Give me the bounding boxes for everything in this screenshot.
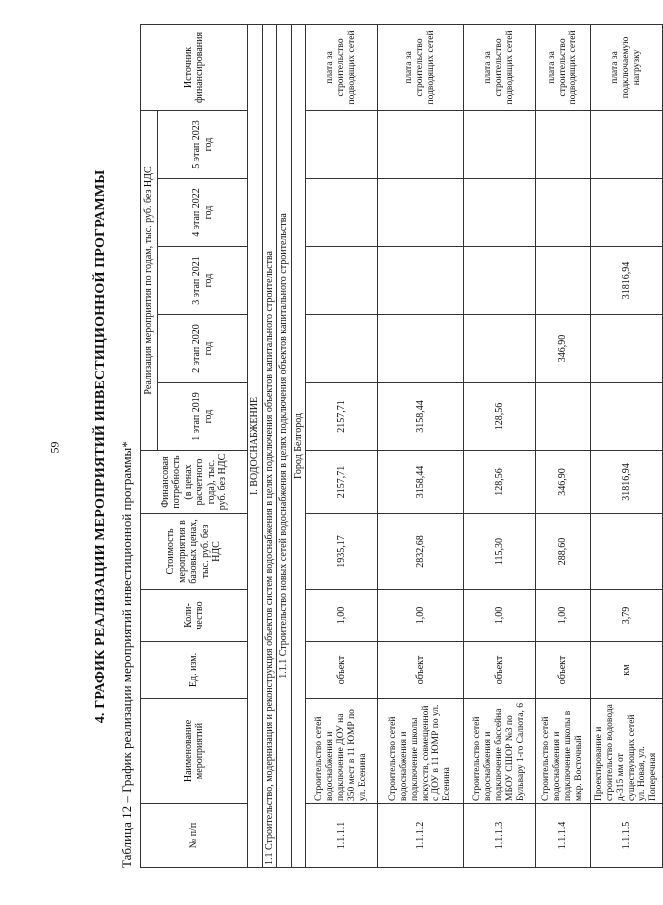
table-row bbox=[306, 24, 378, 867]
row-qty: 1,00 bbox=[536, 590, 591, 642]
investment-schedule-table bbox=[140, 24, 663, 868]
row-source: плата за строительство подводящих сетей bbox=[464, 24, 536, 110]
row-source: плата за строительство подводящих сетей bbox=[536, 24, 591, 110]
header-stage-2: 2 этап 2020 год bbox=[158, 315, 248, 383]
row-name: Строительство сетей водоснабжения и подключение школы искусств, совмещенной с ДОУ в 11 ЮМР по ул. Есенина bbox=[378, 699, 464, 804]
row-num: 1.1.1.2 bbox=[378, 804, 464, 868]
header-stage-3: 3 этап 2021 год bbox=[158, 247, 248, 315]
row-2020 bbox=[378, 315, 464, 383]
row-num: 1.1.1.3 bbox=[464, 804, 536, 868]
table-row bbox=[591, 24, 663, 867]
row-qty: 1,00 bbox=[464, 590, 536, 642]
section-label: I. ВОДОСНАБЖЕНИЕ bbox=[248, 24, 263, 867]
header-stage-1: 1 этап 2019 год bbox=[158, 383, 248, 451]
row-qty: 1,00 bbox=[378, 590, 464, 642]
page-heading: 4. ГРАФИК РЕАЛИЗАЦИИ МЕРОПРИЯТИЙ ИНВЕСТИЦИОННОЙ ПРОГРАММЫ bbox=[93, 169, 108, 724]
row-cost: 288,60 bbox=[536, 514, 591, 590]
row-2019 bbox=[591, 383, 663, 451]
row-2021 bbox=[306, 247, 378, 315]
header-row-1 bbox=[141, 24, 158, 867]
row-2020: 346,90 bbox=[536, 315, 591, 383]
row-2019 bbox=[536, 383, 591, 451]
header-realization: Реализация мероприятия по годам, тыс. руб. без НДС bbox=[141, 110, 158, 450]
row-name: Строительство сетей водоснабжения и подключение ДОУ на 350 мест в 11 ЮМР по ул. Есенина bbox=[306, 699, 378, 804]
row-cost bbox=[591, 514, 663, 590]
row-qty: 3,79 bbox=[591, 590, 663, 642]
row-unit: объект bbox=[378, 642, 464, 699]
table-row bbox=[464, 24, 536, 867]
row-unit: объект bbox=[536, 642, 591, 699]
row-num: 1.1.1.5 bbox=[591, 804, 663, 868]
row-2022 bbox=[536, 179, 591, 247]
table-caption: Таблица 12 – График реализации мероприятий инвестиционной программы* bbox=[119, 441, 134, 868]
row-name: Проектирование и строительство водовода д-315 мм от существующих сетей ул. Новая, ул. Поперечная bbox=[591, 699, 663, 804]
row-2022 bbox=[378, 179, 464, 247]
row-2020 bbox=[306, 315, 378, 383]
subsubsection-row bbox=[277, 24, 292, 867]
header-name: Наименование мероприятий bbox=[141, 699, 248, 804]
row-cost: 2832,68 bbox=[378, 514, 464, 590]
section-row bbox=[248, 24, 263, 867]
city-row bbox=[291, 24, 306, 867]
row-2023 bbox=[591, 110, 663, 178]
row-2023 bbox=[378, 110, 464, 178]
row-2022 bbox=[306, 179, 378, 247]
row-2021 bbox=[464, 247, 536, 315]
row-need: 2157,71 bbox=[306, 451, 378, 514]
subsection-row bbox=[262, 24, 277, 867]
row-2022 bbox=[464, 179, 536, 247]
row-need: 31816,94 bbox=[591, 451, 663, 514]
row-2021 bbox=[378, 247, 464, 315]
header-num: № п/п bbox=[141, 804, 248, 868]
row-2023 bbox=[306, 110, 378, 178]
row-num: 1.1.1.4 bbox=[536, 804, 591, 868]
row-2023 bbox=[464, 110, 536, 178]
row-source: плата за строительство подводящих сетей bbox=[378, 24, 464, 110]
row-2019: 3158,44 bbox=[378, 383, 464, 451]
row-qty: 1,00 bbox=[306, 590, 378, 642]
row-unit: объект bbox=[306, 642, 378, 699]
row-name: Строительство сетей водоснабжения и подключение бассейна МБОУ СШОР №3 по Бульвару 1-го Салюта, 6 bbox=[464, 699, 536, 804]
row-2023 bbox=[536, 110, 591, 178]
row-source: плата за строительство подводящих сетей bbox=[306, 24, 378, 110]
row-2020 bbox=[591, 315, 663, 383]
row-need: 3158,44 bbox=[378, 451, 464, 514]
header-source: Источник финансирования bbox=[141, 24, 248, 110]
row-2019: 128,56 bbox=[464, 383, 536, 451]
row-2020 bbox=[464, 315, 536, 383]
header-unit: Ед. изм. bbox=[141, 642, 248, 699]
header-stage-4: 4 этап 2022 год bbox=[158, 179, 248, 247]
table-row bbox=[378, 24, 464, 867]
row-unit: км bbox=[591, 642, 663, 699]
header-need: Финансовая потребность (в ценах расчетного года), тыс. руб. без НДС bbox=[141, 451, 248, 514]
row-unit: объект bbox=[464, 642, 536, 699]
table-row bbox=[536, 24, 591, 867]
city-label: Город Белгород bbox=[291, 24, 306, 867]
subsection-label: 1.1 Строительство, модернизация и реконструкция объектов систем водоснабжения в целях подключения объектов капитального строительства bbox=[262, 24, 277, 867]
row-2021: 31816,94 bbox=[591, 247, 663, 315]
page-number: 59 bbox=[47, 441, 62, 454]
header-stage-5: 5 этап 2023 год bbox=[158, 110, 248, 178]
row-name: Строительство сетей водоснабжения и подключение школы в мкр. Восточный bbox=[536, 699, 591, 804]
row-cost: 115,30 bbox=[464, 514, 536, 590]
header-qty: Коли-чество bbox=[141, 590, 248, 642]
row-need: 346,90 bbox=[536, 451, 591, 514]
subsubsection-label: 1.1.1 Строительство новых сетей водоснабжения в целях подключения объектов капитального строительства bbox=[277, 24, 292, 867]
row-2019: 2157,71 bbox=[306, 383, 378, 451]
row-source: плата за подключаемую нагрузку bbox=[591, 24, 663, 110]
row-cost: 1935,17 bbox=[306, 514, 378, 590]
header-cost: Стоимость мероприятия в базовых ценах, тыс. руб. без НДС bbox=[141, 514, 248, 590]
row-2021 bbox=[536, 247, 591, 315]
row-2022 bbox=[591, 179, 663, 247]
row-num: 1.1.1.1 bbox=[306, 804, 378, 868]
rotated-page-content bbox=[93, 25, 659, 868]
row-need: 128,56 bbox=[464, 451, 536, 514]
